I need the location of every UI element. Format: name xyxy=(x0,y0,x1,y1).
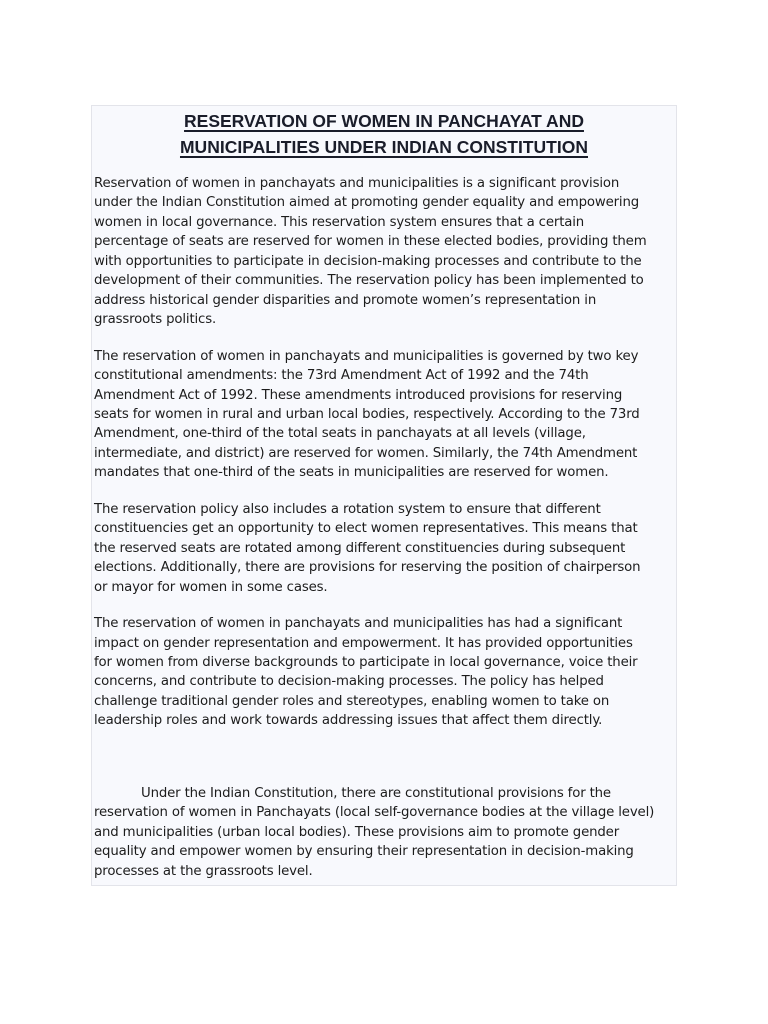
text-line: Reservation of women in panchayats and municipalities is a significant provision xyxy=(94,176,620,191)
text-line: The reservation policy also includes a rotation system to ensure that different xyxy=(94,501,601,517)
text-line: Amendment, one-third of the total seats in panchayats at all levels (village, xyxy=(94,426,586,442)
text-line: women in local governance. This reservation system ensures that a certain xyxy=(94,214,585,230)
paragraph-amendments xyxy=(94,347,674,483)
text-line: processes at the grassroots level. xyxy=(94,863,313,879)
text-line: constitutional amendments: the 73rd Amendment Act of 1992 and the 74th xyxy=(94,368,589,384)
text-line: challenge traditional gender roles and stereotypes, enabling women to take on xyxy=(94,693,610,709)
text-line: concerns, and contribute to decision-making processes. The policy has helped xyxy=(94,674,604,690)
document-title xyxy=(94,106,674,160)
text-line: percentage of seats are reserved for women in these elected bodies, providing them xyxy=(94,234,647,250)
title-line: RESERVATION OF WOMEN IN PANCHAYAT AND xyxy=(184,111,584,131)
text-line: and municipalities (urban local bodies). These provisions aim to promote gender xyxy=(94,824,620,840)
text-line: mandates that one-third of the seats in municipalities are reserved for women. xyxy=(94,465,609,481)
text-line: or mayor for women in some cases. xyxy=(94,579,328,595)
paragraph-constitutional-provisions xyxy=(94,784,674,881)
text-line: seats for women in rural and urban local bodies, respectively. According to the 73rd xyxy=(94,406,640,422)
text-line: for women from diverse backgrounds to participate in local governance, voice their xyxy=(94,654,638,670)
document-content xyxy=(91,105,677,886)
paragraph-impact xyxy=(94,614,674,731)
text-line: Amendment Act of 1992. These amendments introduced provisions for reserving xyxy=(94,387,623,403)
text-line: under the Indian Constitution aimed at promoting gender equality and empowering xyxy=(94,195,640,211)
text-line: Under the Indian Constitution, there are constitutional provisions for the xyxy=(141,785,611,801)
text-line: development of their communities. The reservation policy has been implemented to xyxy=(94,273,644,289)
text-line: leadership roles and work towards addressing issues that affect them directly. xyxy=(94,713,603,729)
text-line: equality and empower women by ensuring their representation in decision-making xyxy=(94,844,634,860)
title-line: MUNICIPALITIES UNDER INDIAN CONSTITUTION xyxy=(179,137,588,157)
text-line: constituencies get an opportunity to elect women representatives. This means that xyxy=(94,521,638,537)
text-line: address historical gender disparities and promote women’s representation in xyxy=(94,292,597,308)
text-line: the reserved seats are rotated among different constituencies during subsequent xyxy=(94,540,626,556)
text-line: The reservation of women in panchayats and municipalities is governed by two key xyxy=(94,348,639,364)
text-line: elections. Additionally, there are provisions for reserving the position of chairperson xyxy=(94,560,641,576)
paragraph-rotation xyxy=(94,500,674,597)
text-line: grassroots politics. xyxy=(94,312,217,328)
paragraph-introduction xyxy=(94,174,674,330)
text-line: reservation of women in Panchayats (local self-governance bodies at the village level) xyxy=(94,805,655,821)
text-line: impact on gender representation and empowerment. It has provided opportunities xyxy=(94,635,633,651)
text-line: with opportunities to participate in decision-making processes and contribute to the xyxy=(94,253,642,269)
text-line: intermediate, and district) are reserved for women. Similarly, the 74th Amendment xyxy=(94,445,638,461)
text-line: The reservation of women in panchayats and municipalities has had a significant xyxy=(94,616,623,632)
